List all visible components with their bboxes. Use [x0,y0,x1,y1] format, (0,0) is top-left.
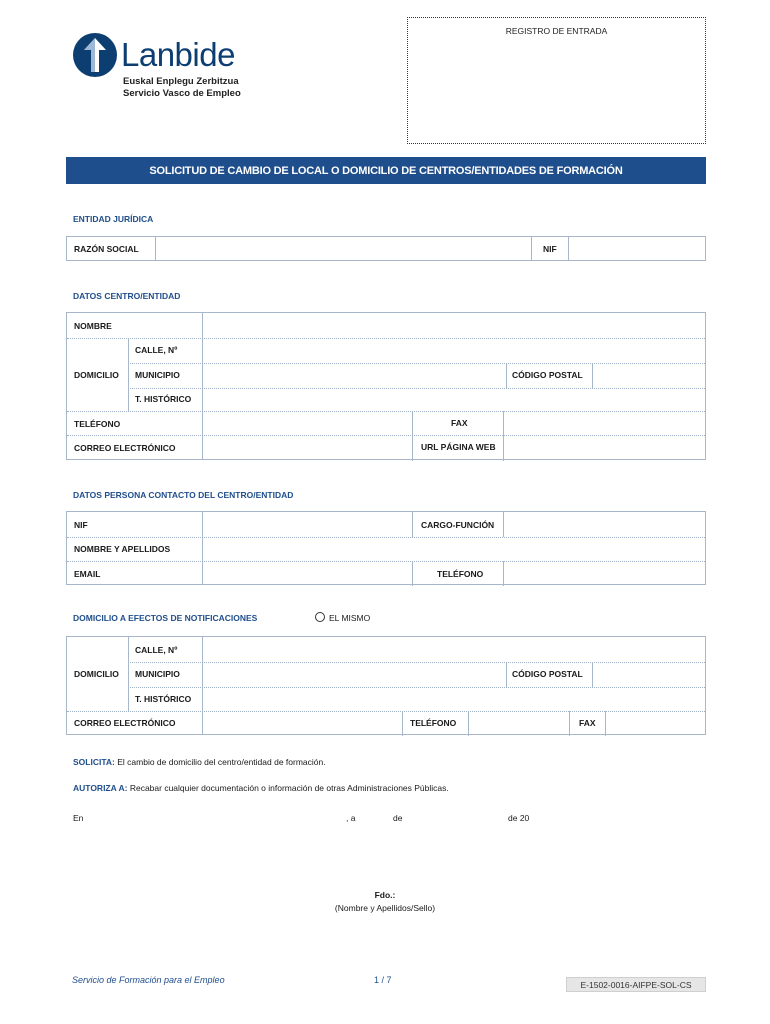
notif-fax-input[interactable] [609,713,702,733]
calle-label: CALLE, Nº [135,345,178,355]
fecha-a-label: , a [346,813,356,823]
telefono-label: TELÉFONO [74,419,121,429]
notif-calle-label: CALLE, Nº [135,645,178,655]
correo-input[interactable] [207,438,407,458]
firma-fdo-label: Fdo.: [374,890,396,900]
notif-municipio-label: MUNICIPIO [135,669,180,679]
notif-fax-label: FAX [579,718,596,728]
fax-label: FAX [451,418,468,428]
autoriza-line [73,783,449,793]
centro-table [66,312,706,460]
calle-input[interactable] [207,340,702,360]
correo-label: CORREO ELECTRÓNICO [74,443,176,453]
firma-nombre-label: (Nombre y Apellidos/Sello) [334,903,436,913]
cargo-label: CARGO-FUNCIÓN [421,520,495,530]
entidad-nif-input[interactable] [572,239,702,259]
email-label: EMAIL [74,569,101,579]
cargo-input[interactable] [508,514,702,534]
fecha-lugar-input[interactable] [90,808,340,824]
entidad-table [66,236,706,261]
section-datos-centro: DATOS CENTRO/ENTIDAD [73,291,181,301]
notif-codigo-postal-input[interactable] [597,664,702,684]
section-persona-contacto: DATOS PERSONA CONTACTO DEL CENTRO/ENTIDAD [73,490,294,500]
notif-calle-input[interactable] [207,639,702,659]
lanbide-logo-icon [72,32,118,78]
registro-entrada-box [407,17,706,144]
fecha-de-label: de [393,813,403,823]
form-title: SOLICITUD DE CAMBIO DE LOCAL O DOMICILIO DE CENTROS/ENTIDADES DE FORMACIÓN [66,157,706,184]
page-number: 1 / 7 [374,975,392,985]
historico-input[interactable] [207,390,702,409]
notif-codigo-postal-label: CÓDIGO POSTAL [512,669,583,679]
solicita-label: SOLICITA: [73,757,115,767]
url-label: URL PÁGINA WEB [421,442,496,452]
contacto-nif-label: NIF [74,520,88,530]
contacto-nif-input[interactable] [207,514,407,534]
notif-telefono-label: TELÉFONO [410,718,457,728]
entidad-nif-label: NIF [543,244,557,254]
codigo-postal-input[interactable] [597,365,702,385]
domicilio-label: DOMICILIO [74,370,119,380]
el-mismo-label: EL MISMO [329,613,371,623]
notif-correo-input[interactable] [207,713,397,733]
razon-social-label: RAZÓN SOCIAL [74,244,139,254]
codigo-postal-label: CÓDIGO POSTAL [512,370,583,380]
footer-service-name: Servicio de Formación para el Empleo [72,975,225,985]
notif-municipio-input[interactable] [207,664,502,684]
fecha-en-label: En [73,813,84,823]
autoriza-label: AUTORIZA A: [73,783,128,793]
nombre-label: NOMBRE [74,321,112,331]
registro-label: REGISTRO DE ENTRADA [505,26,608,36]
autoriza-text: Recabar cualquier documentación o información de otras Administraciones Públicas. [127,783,449,793]
municipio-input[interactable] [207,365,502,385]
contacto-nombre-input[interactable] [207,539,702,559]
contacto-table [66,511,706,585]
document-code: E-1502-0016-AIFPE-SOL-CS [566,977,706,992]
section-entidad-juridica: ENTIDAD JURÍDICA [73,214,154,224]
notif-historico-input[interactable] [207,689,702,709]
razon-social-input[interactable] [159,239,527,259]
telefono-input[interactable] [207,413,407,433]
historico-label: T. HISTÓRICO [135,394,192,404]
notif-historico-label: T. HISTÓRICO [135,694,192,704]
solicita-line [73,757,326,767]
fecha-de20-label: de 20 [508,813,530,823]
solicita-text: El cambio de domicilio del centro/entidad de formación. [114,757,326,767]
url-input[interactable] [508,438,702,458]
fecha-mes-input[interactable] [410,808,503,824]
fax-input[interactable] [508,413,702,433]
notif-domicilio-label: DOMICILIO [74,669,119,679]
email-input[interactable] [207,563,407,583]
fecha-dia-input[interactable] [360,808,390,824]
notif-correo-label: CORREO ELECTRÓNICO [74,718,176,728]
contacto-nombre-label: NOMBRE Y APELLIDOS [74,544,171,554]
contacto-telefono-input[interactable] [508,563,702,583]
notif-telefono-input[interactable] [472,713,565,733]
logo-subtitle: Euskal Enplegu Zerbitzua Servicio Vasco de Empleo [123,76,241,99]
contacto-telefono-label: TELÉFONO [437,569,484,579]
nombre-input[interactable] [207,315,702,335]
notificaciones-table [66,636,706,735]
municipio-label: MUNICIPIO [135,370,180,380]
section-notificaciones: DOMICILIO A EFECTOS DE NOTIFICACIONES [73,613,258,623]
logo-wordmark: Lanbide [121,36,235,73]
el-mismo-radio[interactable] [315,612,325,622]
